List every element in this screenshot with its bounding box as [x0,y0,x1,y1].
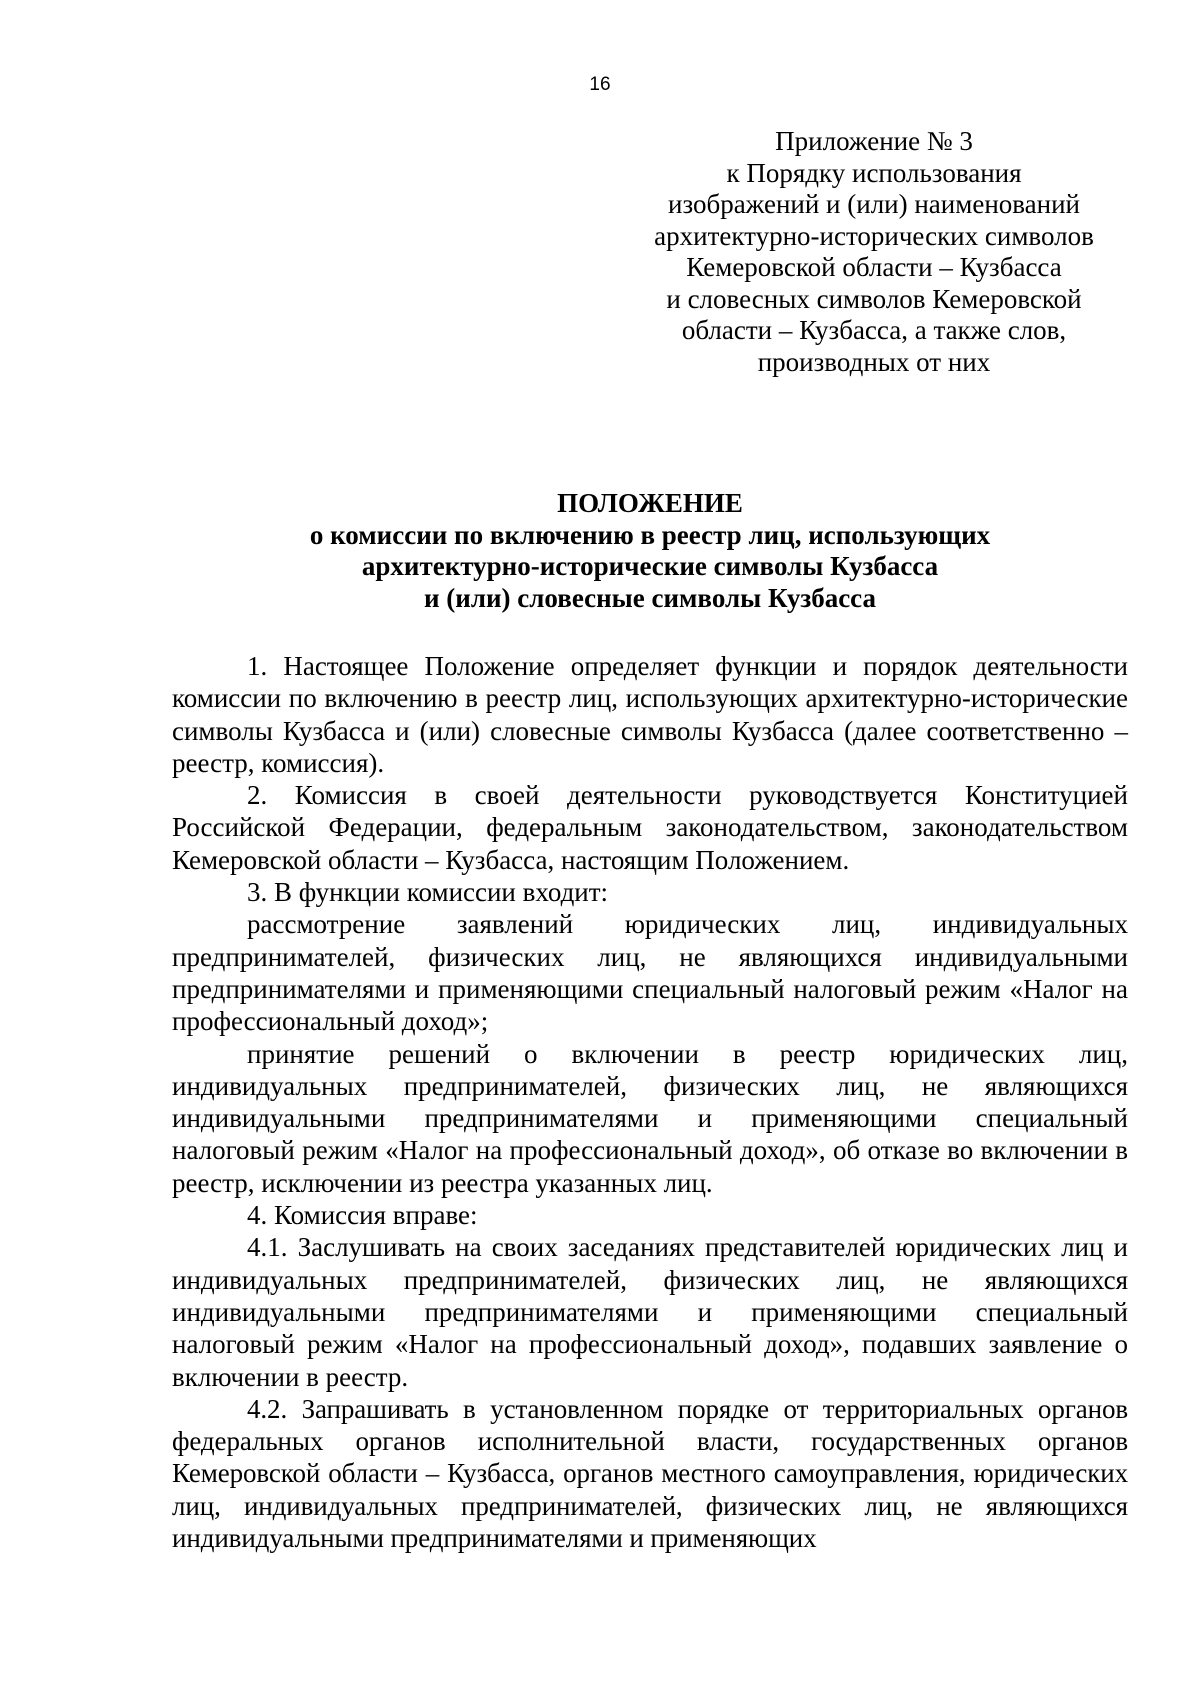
paragraph-3-item-2: принятие решений о включении в реестр юридических лиц, индивидуальных предпринимателей, физических лиц, не являющихся индивидуальными предпринимателями и применяющими специальный налоговый режим «Налог на профессиональный доход», об отказе во включении в реестр, исключении из реестра указанных лиц. [172,1038,1128,1198]
appendix-block [600,126,1148,378]
paragraph-4: 4. Комиссия вправе: [247,1200,478,1231]
appendix-line: изображений и (или) наименований [668,189,1080,219]
paragraph-3: 3. В функции комиссии входит: [247,877,609,908]
appendix-line: области – Кузбасса, а также слов, [681,315,1067,345]
document-body [172,650,1128,1554]
paragraph-2: 2. Комиссия в своей деятельности руководствуется Конституцией Российской Федерации, федеральным законодательством, законодательством Кемеровской области – Кузбасса, настоящим Положением. [172,780,1128,875]
paragraph-4-1: 4.1. Заслушивать на своих заседаниях представителей юридических лиц и индивидуальных предпринимателей, физических лиц, не являющихся индивидуальными предпринимателями и применяющими специальный налоговый режим «Налог на профессиональный доход», подавших заявление о включении в реестр. [172,1232,1128,1392]
appendix-line: к Порядку использования [726,157,1022,188]
document-title: ПОЛОЖЕНИЕ [557,488,743,518]
appendix-line: производных от них [757,346,991,377]
page-number: 16 [589,74,611,95]
document-heading [172,488,1128,614]
appendix-line: архитектурно-исторических символов [654,220,1094,251]
appendix-line: Кемеровской области – Кузбасса [686,252,1062,282]
paragraph-3-item-1: рассмотрение заявлений юридических лиц, индивидуальных предпринимателей, физических лиц, не являющихся индивидуальными предпринимателями и применяющими специальный налоговый режим «Налог на профессиональный доход»; [172,909,1128,1037]
document-subtitle-line: о комиссии по включению в реестр лиц, использующих [309,519,991,550]
appendix-line: Приложение № 3 [775,126,973,156]
paragraph-1: 1. Настоящее Положение определяет функции и порядок деятельности комиссии по включению в реестр лиц, использующих архитектурно-исторические символы Кузбасса и (или) словесные символы Кузбасса (далее соответственно – реестр, комиссия). [172,651,1128,778]
document-subtitle-line: и (или) словесные символы Кузбасса [423,582,876,613]
appendix-line: и словесных символов Кемеровской [666,283,1082,314]
paragraph-4-2: 4.2. Запрашивать в установленном порядке от территориальных органов федеральных органов исполнительной власти, государственных органов Кемеровской области – Кузбасса, органов местного самоуправления, юридических лиц, индивидуальных предпринимателей, физических лиц, не являющихся индивидуальными предпринимателями и применяющих [172,1393,1128,1554]
document-subtitle-line: архитектурно-исторические символы Кузбасса [361,551,939,581]
